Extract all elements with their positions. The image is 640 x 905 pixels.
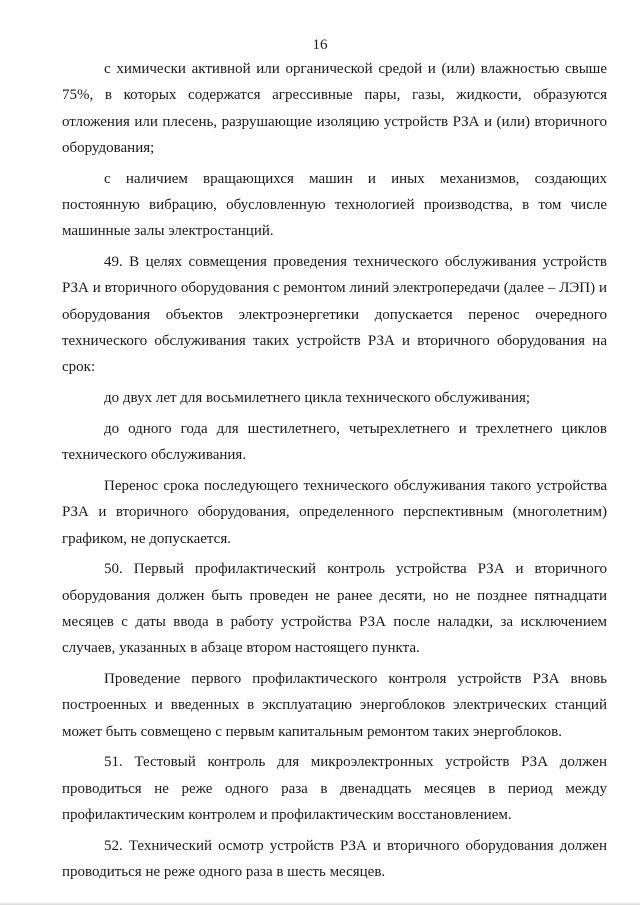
page-number: 16 <box>312 37 328 53</box>
paragraph-first-control: Проведение первого профилактического контроля устройств РЗА вновь построенных и введенных в эксплуатацию энергоблоков электрических станций может быть совмещено с первым капитальным ремонтом таких энергоблоков. <box>62 671 607 740</box>
paragraph-item-51: 51. Тестовый контроль для микроэлектронных устройств РЗА должен проводиться не реже одного раза в двенадцать месяцев в период между профилактическим контролем и профилактическим восстановлением. <box>62 754 607 824</box>
paragraph-item-52: 52. Технический осмотр устройств РЗА и вторичного оборудования должен проводиться не реже одного раза в шесть месяцев. <box>62 837 607 881</box>
paragraph-item-50: 50. Первый профилактический контроль устройства РЗА и вторичного оборудования должен быть проведен не ранее десяти, но не позднее пятнадцати месяцев с даты ввода в работу устройства РЗА после наладки, за исключением случаев, указанных в абзаце втором настоящего пункта. <box>62 561 607 657</box>
paragraph-one-year: до одного года для шестилетнего, четырехлетнего и трехлетнего циклов технического обслуживания. <box>62 420 607 464</box>
paragraph-postpone-forbidden: Перенос срока последующего технического обслуживания такого устройства РЗА и вторичного оборудования, определенного перспективным (многолетним) графиком, не допускается. <box>62 477 607 547</box>
paragraph-humid-environment: с химически активной или органической средой и (или) влажностью свыше 75%, в которых содержатся агрессивные пары, газы, жидкости, образуются отложения или плесень, разрушающие изоляцию устройств РЗА и (или) вторичного оборудования; <box>62 61 607 156</box>
paragraph-two-years: до двух лет для восьмилетнего цикла технического обслуживания; <box>104 390 531 407</box>
paragraph-item-49: 49. В целях совмещения проведения технического обслуживания устройств РЗА и вторичного оборудования с ремонтом линий электропередачи (далее – ЛЭП) и оборудования объектов электроэнергетики допускается перенос очередного технического обслуживания таких устройств РЗА и вторичного оборудования на срок: <box>62 254 607 376</box>
paragraph-vibration: с наличием вращающихся машин и иных механизмов, создающих постоянную вибрацию, обусловленную технологией производства, в том числе машинные залы электростанций. <box>62 170 607 240</box>
document-body <box>62 56 607 885</box>
